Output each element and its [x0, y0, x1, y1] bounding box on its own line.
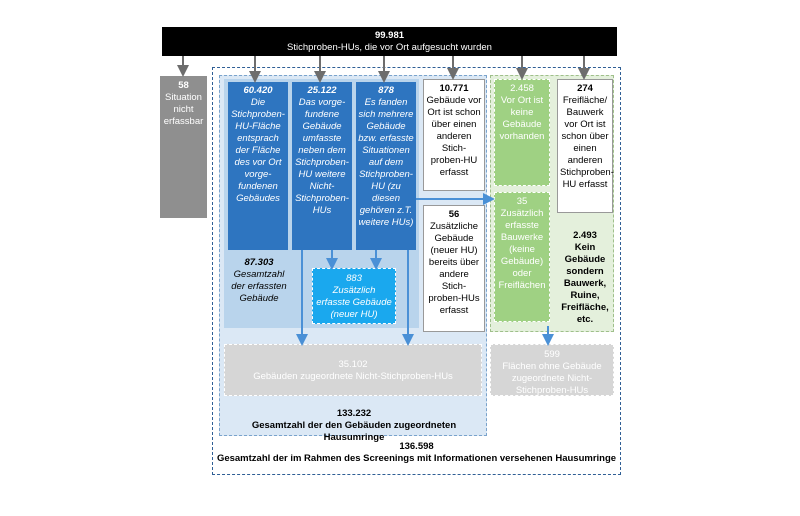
- zusaetzliche-bauwerke-label: Zusätzlich erfasste Bauwerke (keine Gebäude) oder Freiflächen: [498, 208, 546, 291]
- kein-gebaeude-number: 2.493: [573, 230, 597, 241]
- gebaeude-vor-ort-number: 10.771: [439, 83, 469, 94]
- gesamt-hausumringe-gebaeude-label: Gesamtzahl der den Gebäuden zugeordneten Hausumringe: [251, 420, 457, 443]
- stichproben-total-number: 99.981: [374, 30, 405, 41]
- neuer-hu-label: Zusätzlich erfasste Gebäude (neuer HU): [316, 285, 392, 320]
- gesamt-hausumringe-gebaeude-number: 133.232: [336, 408, 372, 419]
- gesamt-gebaeude-label: Gesamtzahl der erfassten Gebäude: [231, 269, 287, 304]
- gesamt-screening-number: 136.598: [399, 441, 434, 452]
- neuer-hu-number: 883: [346, 273, 362, 284]
- flaechen-ohne-label: Flächen ohne Gebäude zugeordnete Nicht-Stichproben-HUs: [502, 361, 602, 396]
- situation-label: Situation nicht erfassbar: [163, 92, 204, 127]
- nicht-stichproben-label: Gebäuden zugeordnete Nicht-Stichproben-HUs: [253, 371, 453, 382]
- flaechen-ohne-number: 599: [544, 349, 560, 360]
- nicht-stichproben-number: 35.102: [338, 359, 368, 370]
- blue-box-1-number: 60.420: [243, 85, 273, 96]
- zusaetzliche-bauwerke-number: 35: [516, 196, 528, 207]
- situation-number: 58: [178, 80, 189, 91]
- stichproben-total-label: Stichproben-HUs, die vor Ort aufgesucht wurden: [287, 42, 492, 53]
- gesamt-screening-label: Gesamtzahl der im Rahmen des Screenings mit Informationen versehenen Hausumringe: [216, 453, 617, 464]
- kein-gebaeude-label: Kein Gebäude sondern Bauwerk, Ruine, Freifläche, etc.: [561, 242, 609, 325]
- keine-gebaeude-number: 2.458: [510, 83, 534, 94]
- gesamt-gebaeude-number: 87.303: [244, 257, 274, 268]
- zusaetzliche-gebaeude-label: Zusätzliche Gebäude (neuer HU) bereits über andere Stich-proben-HUs erfasst: [428, 221, 480, 316]
- zusaetzliche-gebaeude-number: 56: [448, 209, 460, 220]
- freiflaeche-number: 274: [577, 83, 593, 94]
- blue-box-3-label: Es fanden sich mehrere Gebäude bzw. erfasste Situationen auf dem Stichproben-HU (zu diesen gehören z.T. weitere HUs): [358, 97, 414, 228]
- blue-box-2-label: Das vorge-fundene Gebäude umfasste neben dem Stichproben-HU weitere Nicht-Stichproben-HUs: [295, 97, 349, 216]
- gebaeude-vor-ort-label: Gebäude vor Ort ist schon über einen anderen Stich-proben-HU erfasst: [426, 95, 482, 178]
- freiflaeche-label: Freifläche/ Bauwerk vor Ort ist schon über einen anderen Stichproben-HU erfasst: [560, 95, 614, 190]
- blue-box-3-number: 878: [378, 85, 394, 96]
- keine-gebaeude-label: Vor Ort ist keine Gebäude vorhanden: [499, 95, 545, 142]
- blue-box-2-number: 25.122: [307, 85, 337, 96]
- blue-box-1-label: Die Stichproben-HU-Fläche entsprach der Fläche des vor Ort vorge-fundenen Gebäudes: [231, 97, 285, 204]
